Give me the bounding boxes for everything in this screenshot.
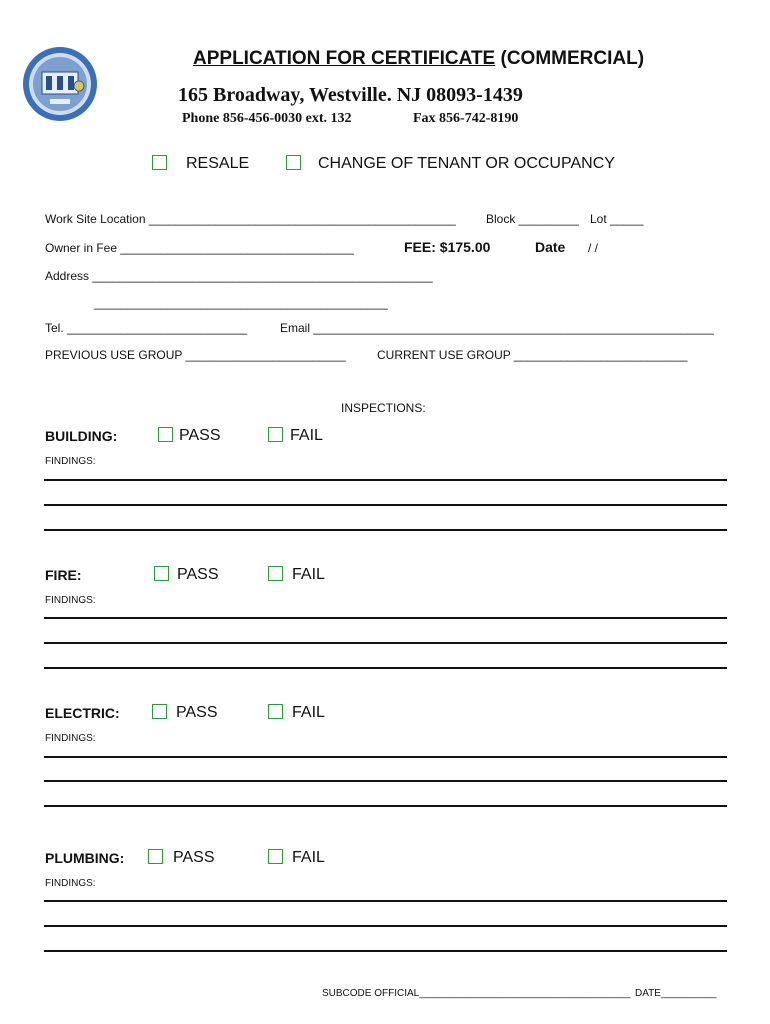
title-rest: (COMMERCIAL) (495, 48, 645, 69)
plumbing-fail-checkbox[interactable] (268, 849, 283, 864)
office-address: 165 Broadway, Westville. NJ 08093-1439 (178, 84, 523, 106)
electric-section-label: ELECTRIC: (45, 705, 120, 721)
office-phone: Phone 856-456-0030 ext. 132 (182, 111, 352, 126)
building-fail-label: FAIL (290, 427, 323, 444)
lot-field[interactable]: Lot _____ (590, 212, 644, 226)
date-field[interactable]: / / (588, 241, 599, 255)
electric-fail-checkbox[interactable] (268, 704, 283, 719)
building-findings-line[interactable] (44, 479, 727, 481)
fire-findings-label: FINDINGS: (45, 595, 96, 606)
plumbing-findings-line[interactable] (44, 950, 727, 952)
fire-fail-checkbox[interactable] (268, 566, 283, 581)
building-fail-checkbox[interactable] (268, 427, 283, 442)
fire-findings-line[interactable] (44, 642, 727, 644)
fee-amount: FEE: $175.00 (404, 239, 491, 255)
building-findings-line[interactable] (44, 529, 727, 531)
electric-pass-label: PASS (176, 704, 218, 721)
electric-pass-checkbox[interactable] (152, 704, 167, 719)
resale-label: RESALE (186, 155, 250, 172)
plumbing-findings-label: FINDINGS: (45, 878, 96, 889)
form-title (193, 48, 644, 70)
title-underlined: APPLICATION FOR CERTIFICATE (193, 48, 496, 69)
building-section-label: BUILDING: (45, 428, 118, 444)
fire-section-label: FIRE: (45, 567, 82, 583)
township-seal (22, 46, 98, 122)
tel-field[interactable]: Tel. ___________________________ (45, 321, 248, 335)
fire-pass-checkbox[interactable] (154, 566, 169, 581)
work-site-location-field[interactable]: Work Site Location ______________________________________________ (45, 212, 456, 226)
inspections-heading: INSPECTIONS: (341, 401, 426, 415)
change-of-tenant-label: CHANGE OF TENANT OR OCCUPANCY (318, 155, 615, 172)
current-use-group-field[interactable]: CURRENT USE GROUP __________________________ (377, 348, 688, 362)
date-label: Date (535, 239, 566, 255)
address-field-line2[interactable]: ____________________________________________ (94, 296, 388, 310)
plumbing-pass-label: PASS (173, 849, 215, 866)
plumbing-findings-line[interactable] (44, 925, 727, 927)
electric-fail-label: FAIL (292, 704, 325, 721)
electric-findings-line[interactable] (44, 780, 727, 782)
change-of-tenant-checkbox[interactable] (286, 155, 301, 170)
office-fax: Fax 856-742-8190 (413, 111, 519, 126)
fire-pass-label: PASS (177, 566, 219, 583)
footer-date-field[interactable]: DATE__________ (635, 988, 717, 999)
fire-fail-label: FAIL (292, 566, 325, 583)
owner-in-fee-field[interactable]: Owner in Fee ___________________________________ (45, 241, 354, 255)
resale-checkbox[interactable] (152, 155, 167, 170)
previous-use-group-field[interactable]: PREVIOUS USE GROUP ________________________ (45, 348, 346, 362)
plumbing-section-label: PLUMBING: (45, 850, 125, 866)
plumbing-findings-line[interactable] (44, 900, 727, 902)
fire-findings-line[interactable] (44, 667, 727, 669)
address-field[interactable]: Address ___________________________________________________ (45, 269, 433, 283)
subcode-official-signature-field[interactable]: SUBCODE OFFICIAL______________________________________ (322, 988, 631, 999)
fire-findings-line[interactable] (44, 617, 727, 619)
building-pass-checkbox[interactable] (158, 427, 173, 442)
electric-findings-line[interactable] (44, 756, 727, 758)
plumbing-pass-checkbox[interactable] (148, 849, 163, 864)
email-field[interactable]: Email ____________________________________________________________ (280, 321, 714, 335)
building-findings-line[interactable] (44, 504, 727, 506)
building-findings-label: FINDINGS: (45, 456, 96, 467)
electric-findings-line[interactable] (44, 805, 727, 807)
plumbing-fail-label: FAIL (292, 849, 325, 866)
block-field[interactable]: Block _________ (486, 212, 579, 226)
building-pass-label: PASS (179, 427, 221, 444)
electric-findings-label: FINDINGS: (45, 733, 96, 744)
